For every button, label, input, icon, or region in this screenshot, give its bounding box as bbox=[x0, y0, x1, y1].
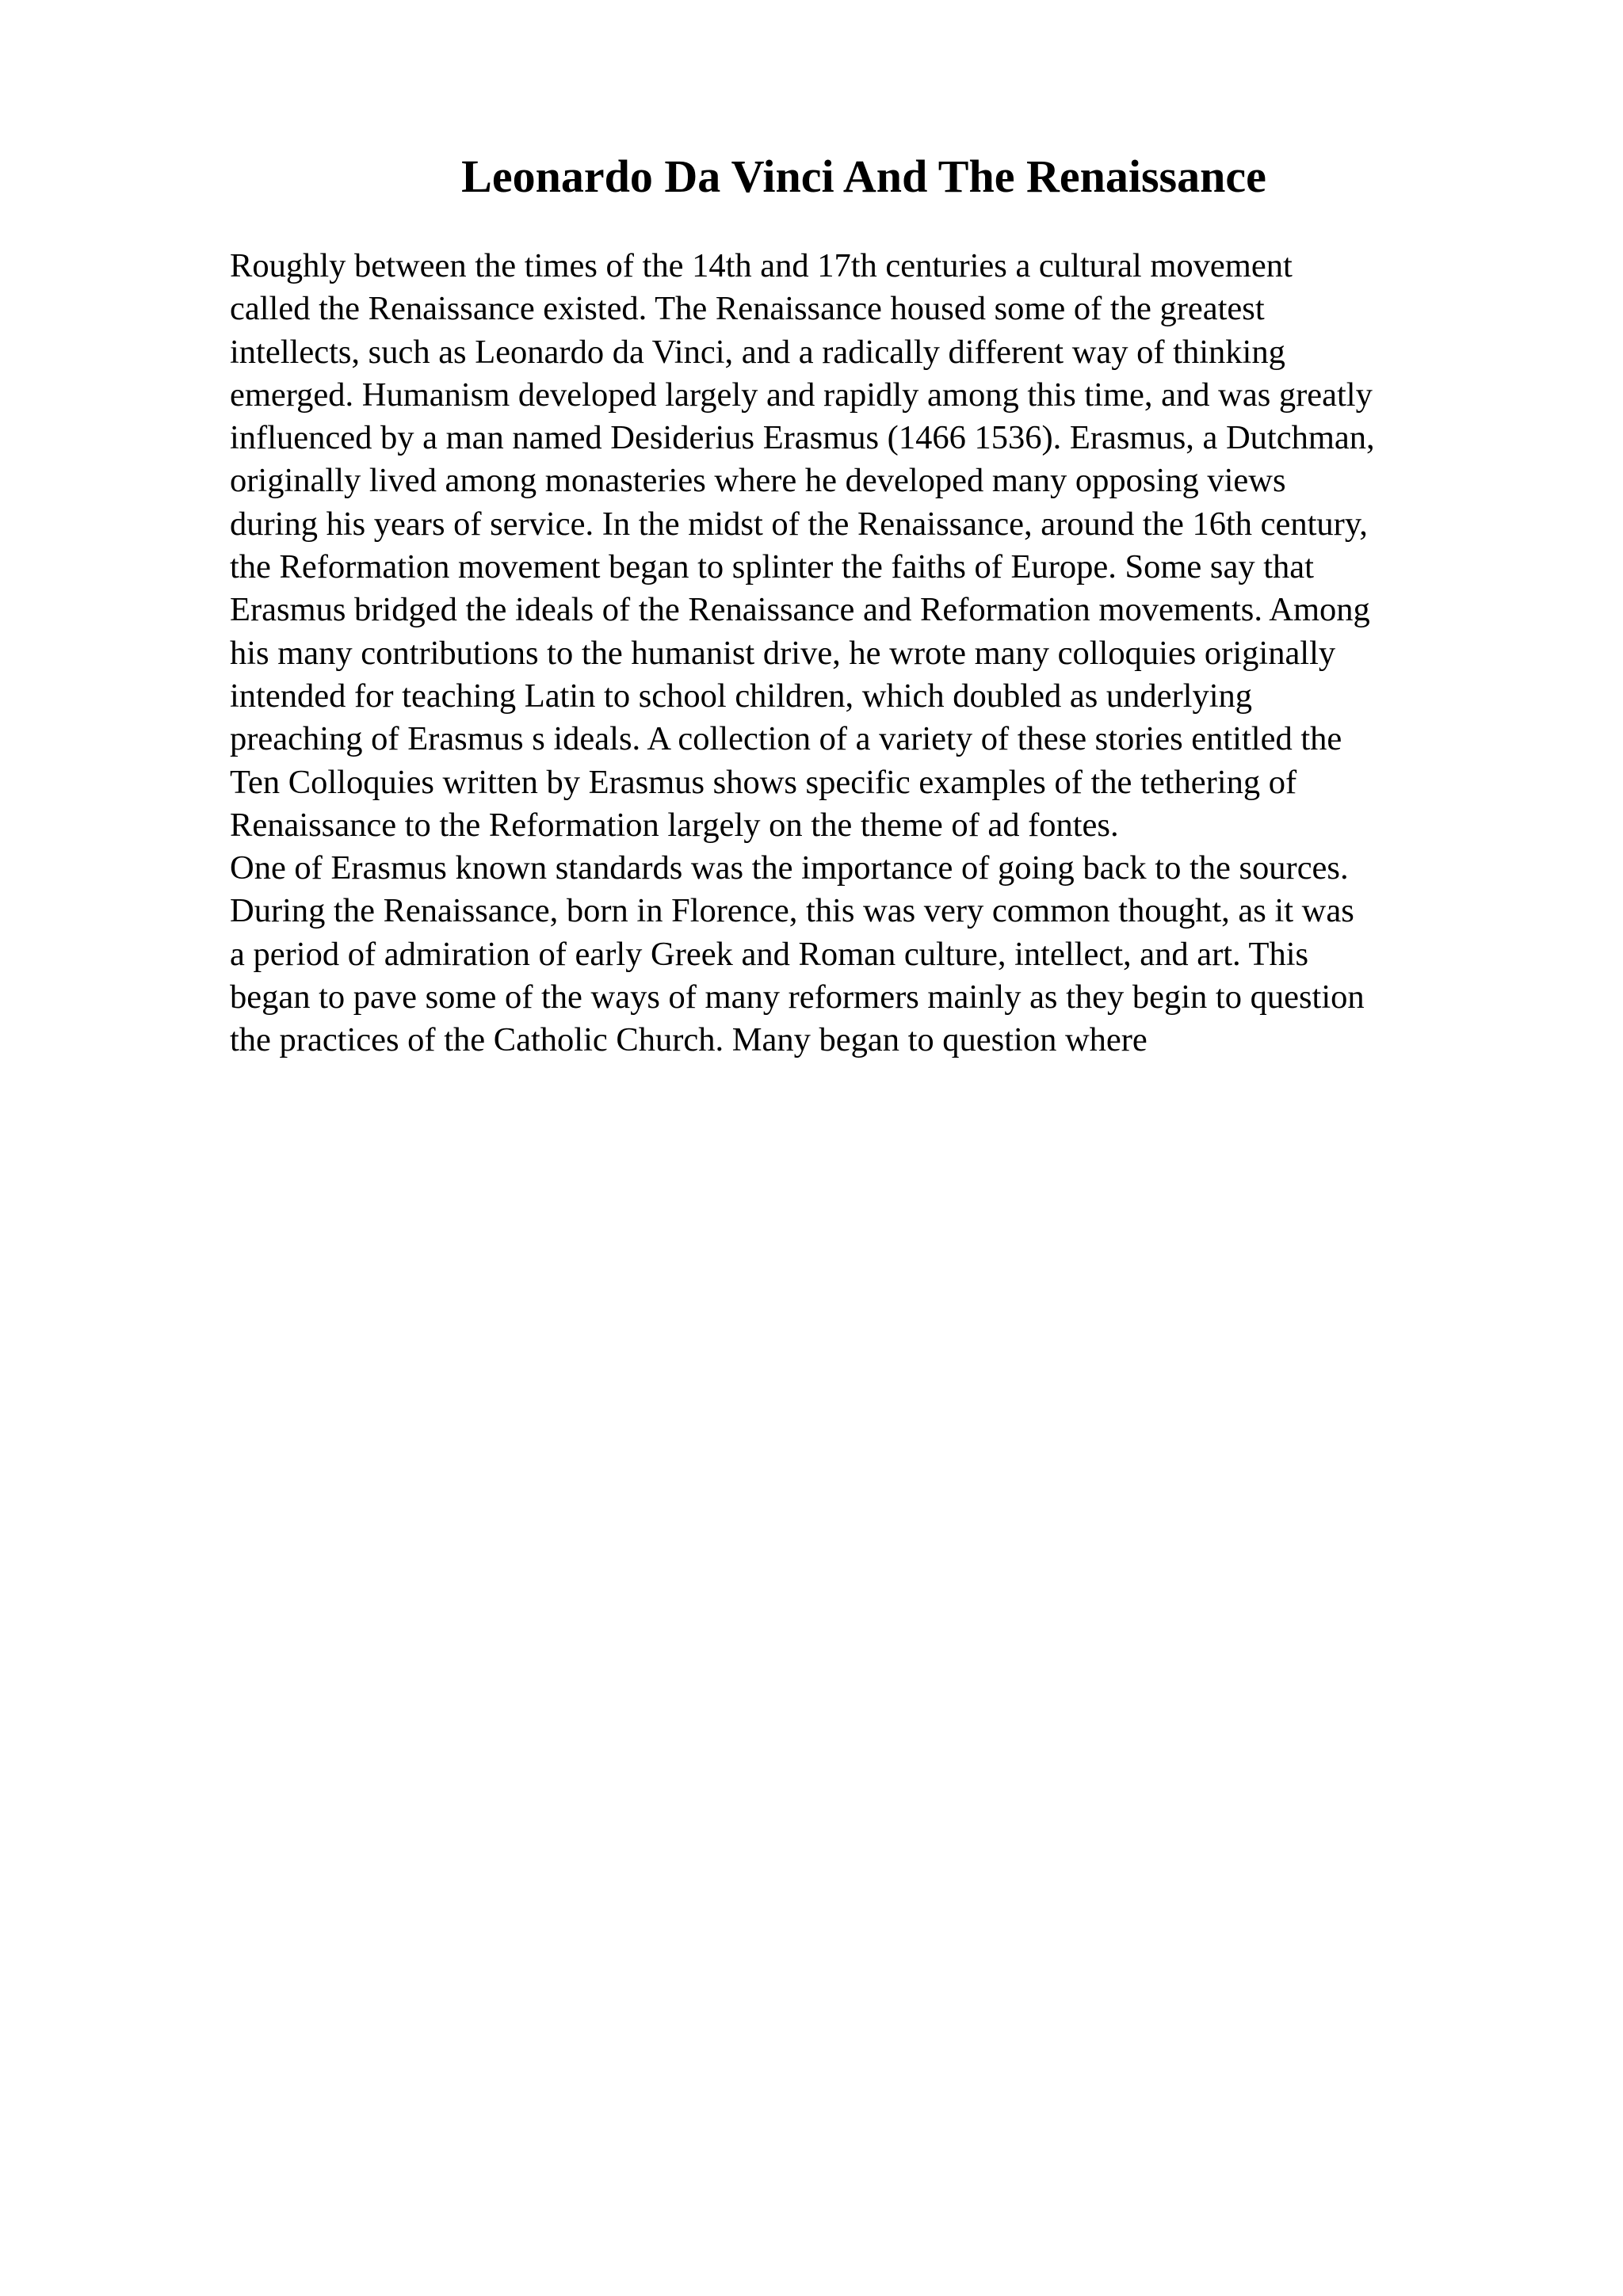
body-line: his many contributions to the humanist drive, he wrote many colloquies originally bbox=[230, 634, 1336, 672]
body-line: called the Renaissance existed. The Renaissance housed some of the greatest bbox=[230, 290, 1265, 328]
body-line: the practices of the Catholic Church. Many began to question where bbox=[230, 1021, 1148, 1059]
body-line: Roughly between the times of the 14th and 17th centuries a cultural movement bbox=[230, 247, 1293, 284]
body-line: One of Erasmus known standards was the importance of going back to the sources. bbox=[230, 849, 1349, 887]
body-line: emerged. Humanism developed largely and rapidly among this time, and was greatly bbox=[230, 376, 1373, 414]
body-line: during his years of service. In the midst of the Renaissance, around the 16th century, bbox=[230, 505, 1368, 543]
body-line: the Reformation movement began to splinter the faiths of Europe. Some say that bbox=[230, 548, 1314, 586]
body-line: influenced by a man named Desiderius Erasmus (1466 1536). Erasmus, a Dutchman, bbox=[230, 419, 1375, 457]
body-line: a period of admiration of early Greek and Roman culture, intellect, and art. This bbox=[230, 935, 1309, 973]
body-line: intellects, such as Leonardo da Vinci, and a radically different way of thinking bbox=[230, 333, 1285, 371]
body-line: Ten Colloquies written by Erasmus shows specific examples of the tethering of bbox=[230, 763, 1297, 801]
document-body bbox=[230, 245, 1498, 1062]
body-line: Renaissance to the Reformation largely on the theme of ad fontes. bbox=[230, 806, 1119, 844]
body-line: originally lived among monasteries where he developed many opposing views bbox=[230, 462, 1286, 500]
body-line: During the Renaissance, born in Florence, this was very common thought, as it was bbox=[230, 892, 1354, 930]
document-title: Leonardo Da Vinci And The Renaissance bbox=[461, 151, 1266, 202]
body-line: intended for teaching Latin to school children, which doubled as underlying bbox=[230, 677, 1253, 715]
body-line: Erasmus bridged the ideals of the Renaissance and Reformation movements. Among bbox=[230, 591, 1370, 629]
body-line: preaching of Erasmus s ideals. A collection of a variety of these stories entitled the bbox=[230, 720, 1342, 758]
body-line: began to pave some of the ways of many reformers mainly as they begin to question bbox=[230, 978, 1365, 1016]
